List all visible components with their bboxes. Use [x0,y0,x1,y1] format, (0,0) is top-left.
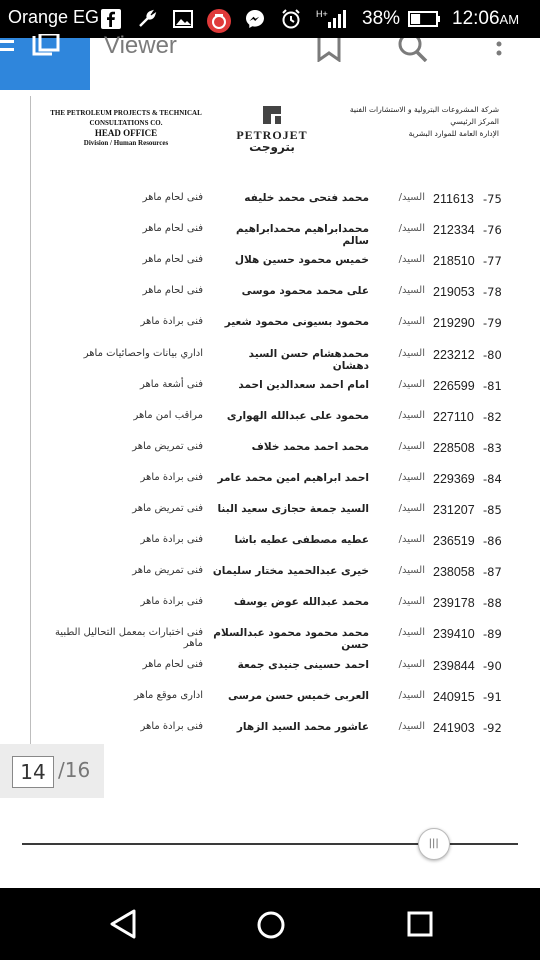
employee-row [31,192,517,214]
employee-id: 236519 [433,534,475,549]
honorific: السيد/ [398,378,425,390]
employee-id: 231207 [433,503,475,517]
page-indicator [0,744,104,798]
employee-row [31,410,517,432]
employee-id: 228508 [433,440,475,455]
signal-icon [316,8,350,30]
honorific: السيد/ [398,720,425,732]
job-title: فنى أشعة ماهر [139,378,203,390]
honorific: السيد/ [398,409,425,421]
petrojet-logo [227,104,317,154]
employee-name: محمد عبدالله عوض يوسف [233,596,369,609]
row-number: -87 [483,565,502,580]
toolbar-title: Viewer [104,32,177,59]
company-name-en-2: CONSULTATIONS CO. [89,119,163,127]
company-name-en: THE PETROLEUM PROJECTS & TECHNICAL [50,109,202,117]
employee-row [31,596,517,618]
job-title: اداري بيانات واحصائيات ماهر [83,347,203,359]
recents-icon[interactable] [406,910,434,942]
employee-row [31,472,517,494]
honorific: السيد/ [398,347,425,359]
employee-id: 211613 [433,192,474,206]
employee-name: احمد حسينى جنيدى جمعة [237,658,369,671]
employee-name: العربى خميس حسن مرسى [228,689,369,702]
row-number: -86 [483,534,502,549]
header-arabic [349,104,499,140]
employee-name: على محمد محمود موسى [241,285,369,298]
job-title: فنى برادة ماهر [140,596,203,608]
row-number: -90 [483,658,502,673]
messenger-icon [244,8,266,30]
employee-name: محمدهشام حسن السيد دهشان [248,347,369,372]
employee-id: 239410 [433,627,475,642]
employee-id: 212334 [433,223,475,238]
honorific: السيد/ [398,471,425,483]
row-number: -84 [483,471,502,486]
more-vert-icon[interactable] [494,38,504,66]
row-number: -85 [483,503,502,517]
employee-name: خميس محمود حسين هلال [234,254,369,267]
employee-row [31,285,517,307]
job-title: فنى اختبارات بمعمل التحاليل الطبية ماهر [54,627,203,650]
employee-row [31,534,517,556]
honorific: السيد/ [398,658,425,670]
employee-row [31,223,517,248]
employee-name: السيد جمعة حجازى سعيد البنا [217,503,369,515]
row-number: -75 [483,192,502,206]
facebook-icon [100,8,122,30]
employee-id: 227110 [433,409,474,424]
row-number: -88 [483,596,502,611]
employee-name: احمد ابراهيم امين محمد عامر [217,471,369,484]
employee-name: امام احمد سعدالدين احمد [238,378,369,391]
honorific: السيد/ [398,689,425,701]
row-number: -83 [483,440,502,455]
document-header [31,96,517,156]
current-page-field[interactable]: 14 [12,756,54,788]
honorific: السيد/ [398,534,425,546]
employee-id: 229369 [433,471,475,486]
row-number: -82 [483,409,502,424]
honorific: السيد/ [398,254,425,266]
menu-icon[interactable] [0,38,16,60]
employee-name: محمد احمد محمد خلاف [251,440,369,453]
honorific: السيد/ [398,285,425,297]
employee-id: 239844 [433,658,475,673]
bookmark-icon[interactable] [316,38,342,66]
job-title: فنى لحام ماهر [142,254,203,266]
employee-name: عطيه مصطفى عطيه باشا [234,534,369,547]
employee-id: 219290 [433,316,475,331]
row-number: -91 [483,689,502,704]
pages-tab[interactable] [0,38,90,90]
wrench-icon [136,8,158,30]
job-title: فنى لحام ماهر [142,285,203,297]
employee-row [31,721,517,743]
back-icon[interactable] [108,908,138,944]
battery-icon [408,8,442,30]
employee-name: محمدابراهيم محمدابراهيم سالم [236,223,369,248]
image-icon [172,8,194,30]
employee-id: 238058 [433,565,475,580]
employee-name: محمود على عبدالله الهوارى [226,409,369,422]
job-title: فنى لحام ماهر [142,192,203,203]
network-type: H+ [316,9,328,19]
division-label: Division / Human Resources [83,139,169,147]
employee-row [31,348,517,370]
honorific: السيد/ [398,223,425,235]
pages-icon[interactable] [30,34,64,64]
system-nav-bar [0,888,540,960]
row-number: -80 [483,347,502,362]
employee-id: 239178 [433,596,475,611]
employee-row [31,379,517,401]
employee-id: 223212 [433,347,475,362]
job-title: فنى تمريض ماهر [132,565,203,577]
head-office-label: HEAD OFFICE [94,128,158,138]
employee-id: 219053 [433,285,475,300]
employee-id: 240915 [433,689,475,704]
employee-name: عاشور محمد السيد الزهار [236,720,369,733]
page-slider-thumb[interactable]: ||| [418,828,450,860]
employee-row [31,627,517,652]
employee-id: 218510 [433,254,475,269]
app-notification-icon [206,8,228,30]
job-title: مراقب امن ماهر [133,409,203,421]
logo-text-ar: بتروجت [249,140,295,154]
employee-row [31,254,517,276]
clock-time: 12:06 [452,8,500,29]
battery-percent: 38% [362,8,401,29]
employee-name: خيرى عبدالحميد مختار سليمان [212,565,369,578]
division-ar: الإدارة العامة للموارد البشرية [408,129,499,138]
search-icon[interactable] [396,38,430,66]
row-number: -78 [483,285,502,300]
document-viewer[interactable] [0,90,540,798]
row-number: -92 [483,720,502,735]
employee-row [31,659,517,681]
job-title: فنى برادة ماهر [140,316,203,328]
app-toolbar [0,32,540,90]
head-office-ar: المركز الرئيسي [450,117,499,126]
row-number: -76 [483,223,502,238]
honorific: السيد/ [398,316,425,328]
job-title: فنى لحام ماهر [142,223,203,235]
employee-name: محمود بسيونى محمود شعير [224,316,369,329]
document-page [30,96,517,798]
employee-row [31,441,517,463]
row-number: -79 [483,316,502,331]
employee-row [31,690,517,712]
employee-row [31,503,517,525]
honorific: السيد/ [398,503,425,514]
status-bar [0,0,540,38]
row-number: -77 [483,254,502,269]
row-number: -89 [483,627,502,642]
job-title: فنى برادة ماهر [140,471,203,483]
header-english [41,108,211,148]
alarm-icon [280,8,302,30]
page-scrubber-panel [0,798,540,888]
job-title: فنى تمريض ماهر [132,503,203,514]
job-title: فنى برادة ماهر [140,534,203,546]
employee-name: محمد محمود محمود عبدالسلام حسن [213,627,369,652]
clock-ampm: AM [499,12,520,27]
job-title: فنى تمريض ماهر [132,440,203,452]
clock [452,8,519,30]
logo-text-en: PETROJET [236,128,308,142]
honorific: السيد/ [398,440,425,452]
employee-row [31,316,517,338]
employee-name: محمد فتحى محمد خليفه [244,192,369,204]
honorific: السيد/ [398,627,425,639]
company-name-ar: شركة المشروعات البترولية و الاستشارات الفنية [349,105,499,114]
home-icon[interactable] [256,910,286,944]
total-pages: /16 [58,758,91,782]
employee-id: 226599 [433,378,475,393]
job-title: ادارى موقع ماهر [134,689,203,701]
carrier-name: Orange EG [8,7,100,27]
job-title: فنى برادة ماهر [140,720,203,732]
honorific: السيد/ [398,596,425,608]
job-title: فنى لحام ماهر [142,658,203,670]
row-number: -81 [483,378,502,393]
honorific: السيد/ [398,192,425,203]
employee-id: 241903 [433,720,475,735]
honorific: السيد/ [398,565,425,577]
employee-row [31,565,517,587]
